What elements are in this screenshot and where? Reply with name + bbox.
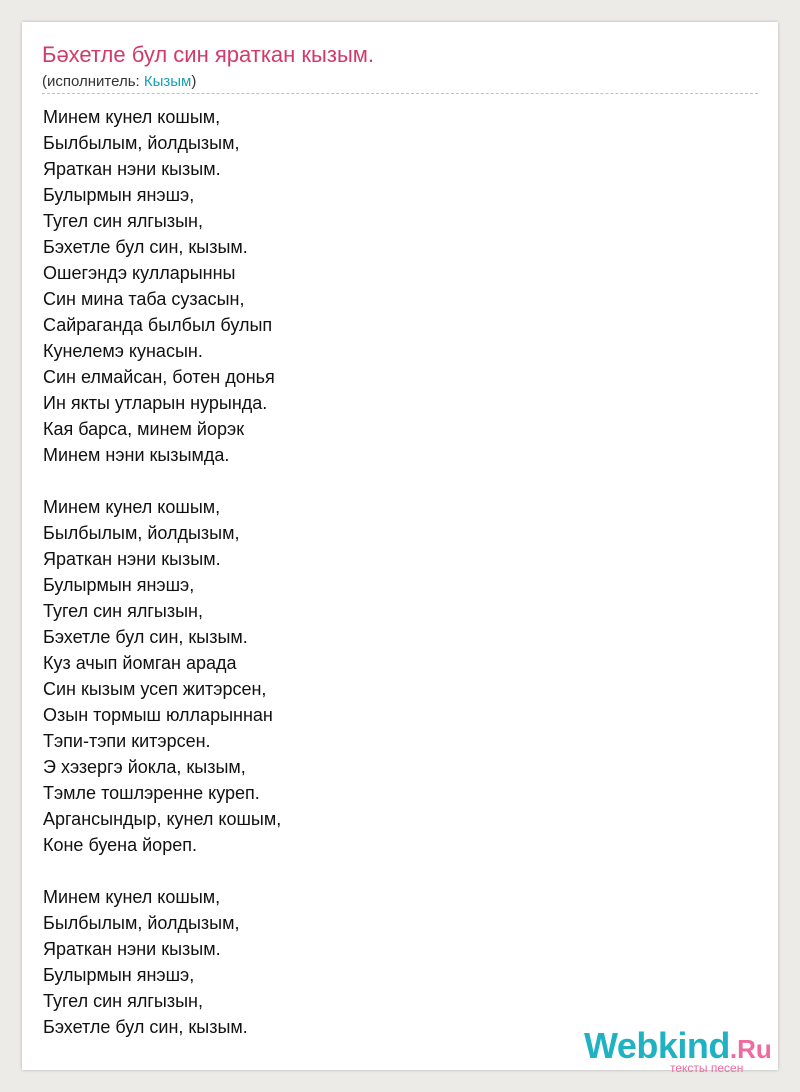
lyric-line: Тэмле тошлэренне куреп. (43, 783, 260, 803)
lyric-line: Син елмайсан, ботен донья (43, 367, 275, 387)
lyric-line: Тэпи-тэпи китэрсен. (43, 731, 211, 751)
lyric-line: Минем нэни кызымда. (43, 445, 230, 465)
lyric-line: Бэхетле бул син, кызым. (43, 1017, 248, 1037)
logo-tagline: тексты песен (670, 1061, 744, 1075)
divider (42, 93, 758, 94)
lyric-line: Тугел син ялгызын, (43, 211, 203, 231)
lyric-line: Булырмын янэшэ, (43, 185, 195, 205)
lyric-line: Тугел син ялгызын, (43, 601, 203, 621)
artist-suffix: ) (191, 73, 197, 90)
lyric-line: Тугел син ялгызын, (43, 991, 203, 1011)
logo-domain: .Ru (729, 1034, 772, 1064)
lyric-line: Минем кунел кошым, (43, 497, 221, 517)
lyric-line: Озын тормыш юлларыннан (43, 705, 273, 725)
lyric-line: Э хэзергэ йокла, кызым, (43, 757, 246, 777)
stanza (43, 104, 281, 468)
song-title: Бәхетле бул син яраткан кызым. (42, 42, 374, 67)
lyric-line: Яраткан нэни кызым. (43, 939, 221, 959)
artist-line (42, 73, 196, 90)
lyric-line: Бэхетле бул син, кызым. (43, 237, 248, 257)
lyric-line: Былбылым, йолдызым, (43, 913, 240, 933)
lyric-line: Ошегэндэ кулларынны (43, 263, 236, 283)
lyric-line: Син мина таба сузасын, (43, 289, 245, 309)
lyric-line: Яраткан нэни кызым. (43, 549, 221, 569)
lyric-line: Кая барса, минем йорэк (43, 419, 245, 439)
lyric-line: Коне буена йореп. (43, 835, 197, 855)
lyric-line: Яраткан нэни кызым. (43, 159, 221, 179)
lyric-line: Минем кунел кошым, (43, 887, 221, 907)
lyrics-card (22, 22, 778, 1075)
lyric-line: Сайраганда былбыл булып (43, 315, 273, 335)
lyric-line: Минем кунел кошым, (43, 107, 221, 127)
lyric-line: Бэхетле бул син, кызым. (43, 627, 248, 647)
artist-prefix: (исполнитель: (42, 73, 144, 90)
lyric-line: Булырмын янэшэ, (43, 965, 195, 985)
lyric-line: Син кызым усеп житэрсен, (43, 679, 267, 699)
lyric-line: Аргансындыр, кунел кошым, (43, 809, 282, 829)
lyrics-text (43, 104, 281, 1066)
lyric-line: Ин якты утларын нурында. (43, 393, 268, 413)
lyric-line: Былбылым, йолдызым, (43, 523, 240, 543)
lyric-line: Куз ачып йомган арада (43, 653, 237, 673)
lyric-line: Кунелемэ кунасын. (43, 341, 203, 361)
logo-wordmark: Webkind (584, 1025, 730, 1066)
stanza (43, 884, 281, 1040)
lyric-line: Былбылым, йолдызым, (43, 133, 240, 153)
stanza (43, 494, 281, 858)
artist-link[interactable]: Кызым (143, 73, 192, 90)
lyric-line: Булырмын янэшэ, (43, 575, 195, 595)
site-logo[interactable] (584, 1025, 772, 1075)
